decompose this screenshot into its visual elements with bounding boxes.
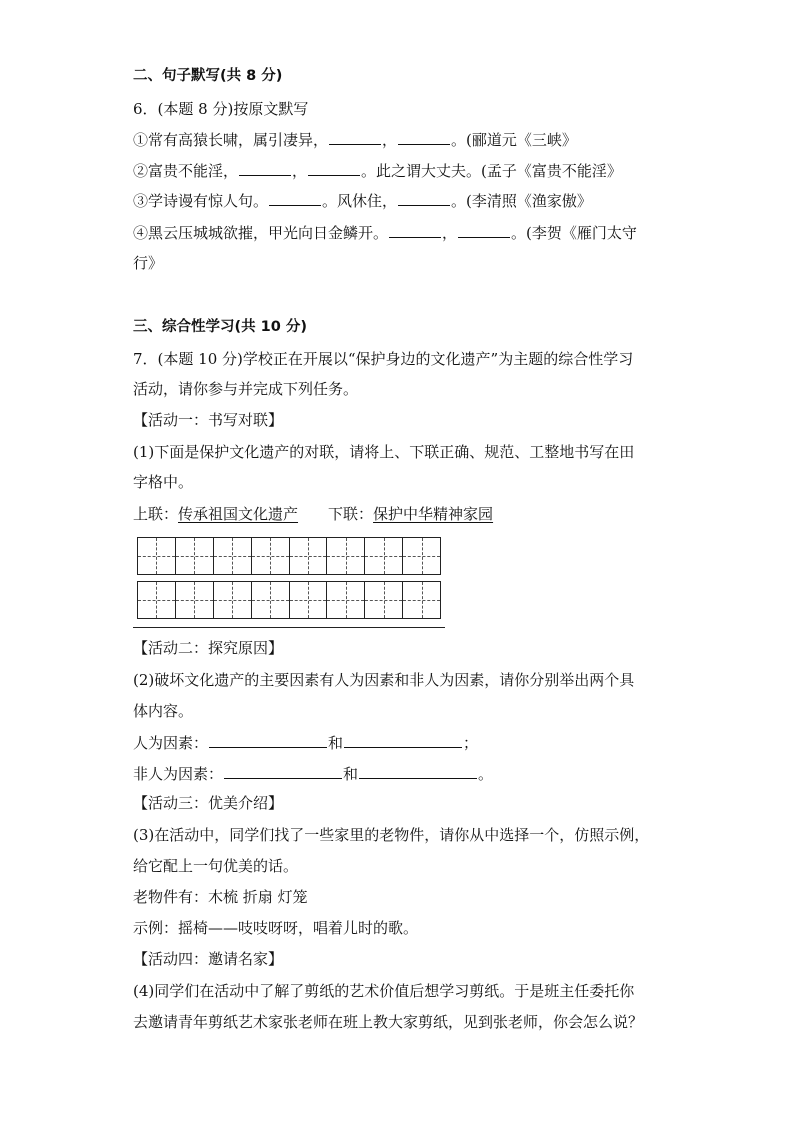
example-line: 示例：摇椅——吱吱呀呀，唱着儿时的歌。 bbox=[133, 919, 419, 937]
lower-couplet-label: 下联： bbox=[328, 505, 374, 523]
grid-cell[interactable] bbox=[290, 582, 328, 618]
answer-blank[interactable] bbox=[209, 732, 327, 748]
answer-blank[interactable] bbox=[308, 160, 360, 176]
grid-cell[interactable] bbox=[176, 538, 214, 574]
human-factors-line: 人为因素： 和 ； bbox=[133, 734, 479, 752]
lower-couplet-text: 保护中华精神家园 bbox=[373, 505, 494, 523]
section-2-heading: 二、句子默写(共 8 分) bbox=[133, 68, 283, 84]
grid-cell[interactable] bbox=[327, 538, 365, 574]
grid-cell[interactable] bbox=[290, 538, 328, 574]
answer-blank[interactable] bbox=[359, 763, 477, 779]
activity-4-question-line-1: (4)同学们在活动中了解了剪纸的艺术价值后想学习剪纸。于是班主任委托你 bbox=[133, 982, 635, 1000]
upper-couplet-grid[interactable] bbox=[137, 537, 441, 575]
activity-1-question-line-2: 字格中。 bbox=[133, 473, 194, 491]
q6-item-4: ④黑云压城城欲摧，甲光向日金鳞开。 ， 。(李贺《雁门太守 bbox=[133, 224, 637, 242]
activity-2-heading: 【活动二：探究原因】 bbox=[133, 639, 284, 657]
activity-1-question-line-1: (1)下面是保护文化遗产的对联，请将上、下联正确、规范、工整地书写在田 bbox=[133, 443, 635, 461]
question-6-intro: 6．(本题 8 分)按原文默写 bbox=[133, 100, 309, 118]
section-3-heading: 三、综合性学习(共 10 分) bbox=[133, 319, 308, 335]
activity-4-heading: 【活动四：邀请名家】 bbox=[133, 950, 284, 968]
activity-2-question-line-2: 体内容。 bbox=[133, 702, 194, 720]
activity-4-question-line-2: 去邀请青年剪纸艺术家张老师在班上教大家剪纸，见到张老师，你会怎么说？ bbox=[133, 1013, 644, 1031]
question-7-line-2: 活动，请你参与并完成下列任务。 bbox=[133, 380, 359, 398]
answer-blank[interactable] bbox=[329, 129, 381, 145]
old-items-line: 老物件有：木梳 折扇 灯笼 bbox=[133, 888, 308, 906]
question-7-line-1: 7．(本题 10 分)学校正在开展以“保护身边的文化遗产”为主题的综合性学习 bbox=[133, 350, 634, 368]
nonhuman-factors-line: 非人为因素： 和 。 bbox=[133, 765, 494, 783]
grid-cell[interactable] bbox=[252, 582, 290, 618]
grid-cell[interactable] bbox=[403, 582, 440, 618]
upper-couplet-label: 上联： bbox=[133, 505, 179, 523]
q6-item-4-continued: 行》 bbox=[133, 254, 164, 272]
q6-item-2: ②富贵不能淫， ， 。此之谓大丈夫。(孟子《富贵不能淫》 bbox=[133, 162, 622, 180]
grid-cell[interactable] bbox=[138, 582, 176, 618]
lower-couplet-grid[interactable] bbox=[137, 581, 441, 619]
answer-blank[interactable] bbox=[458, 222, 510, 238]
couplet-line bbox=[133, 504, 493, 524]
grid-cell[interactable] bbox=[214, 582, 252, 618]
activity-3-question-line-1: (3)在活动中，同学们找了一些家里的老物件，请你从中选择一个，仿照示例， bbox=[133, 826, 650, 844]
grid-cell[interactable] bbox=[403, 538, 440, 574]
grid-cell[interactable] bbox=[176, 582, 214, 618]
grid-cell[interactable] bbox=[214, 538, 252, 574]
answer-blank[interactable] bbox=[389, 222, 441, 238]
grid-cell[interactable] bbox=[252, 538, 290, 574]
grid-cell[interactable] bbox=[327, 582, 365, 618]
answer-blank[interactable] bbox=[398, 129, 450, 145]
grid-cell[interactable] bbox=[138, 538, 176, 574]
grid-cell[interactable] bbox=[365, 538, 403, 574]
activity-3-heading: 【活动三：优美介绍】 bbox=[133, 794, 284, 812]
answer-blank[interactable] bbox=[344, 732, 462, 748]
upper-couplet-text: 传承祖国文化遗产 bbox=[178, 505, 299, 523]
answer-blank[interactable] bbox=[269, 190, 321, 206]
activity-1-heading: 【活动一：书写对联】 bbox=[133, 411, 284, 429]
answer-blank[interactable] bbox=[398, 190, 450, 206]
answer-blank[interactable] bbox=[224, 763, 342, 779]
q6-item-1: ①常有高猿长啸，属引凄异， ， 。(郦道元《三峡》 bbox=[133, 131, 577, 149]
divider-line bbox=[133, 627, 445, 628]
grid-cell[interactable] bbox=[365, 582, 403, 618]
activity-3-question-line-2: 给它配上一句优美的话。 bbox=[133, 857, 299, 875]
q6-item-3: ③学诗谩有惊人句。 。风休住， 。(李清照《渔家傲》 bbox=[133, 192, 592, 210]
answer-blank[interactable] bbox=[239, 160, 291, 176]
activity-2-question-line-1: (2)破坏文化遗产的主要因素有人为因素和非人为因素，请你分别举出两个具 bbox=[133, 671, 635, 689]
